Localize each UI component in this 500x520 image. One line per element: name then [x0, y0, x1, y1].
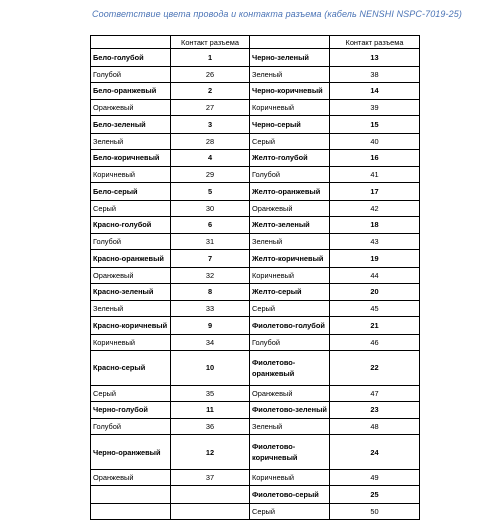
left-color-cell: Красно-зеленый — [91, 283, 171, 301]
table-row — [91, 49, 420, 67]
right-contact-cell: 13 — [330, 49, 420, 67]
right-color-cell: Оранжевый — [250, 200, 330, 216]
left-color-cell: Бело-коричневый — [91, 149, 171, 167]
table-row — [91, 385, 420, 401]
right-color-cell: Голубой — [250, 167, 330, 183]
table-row — [91, 317, 420, 335]
table-row — [91, 401, 420, 419]
left-contact-cell: 29 — [171, 167, 250, 183]
left-contact-cell: 3 — [171, 116, 250, 134]
right-contact-cell: 44 — [330, 267, 420, 283]
table-row — [91, 250, 420, 268]
right-contact-cell: 39 — [330, 100, 420, 116]
table-row — [91, 100, 420, 116]
right-color-cell: Черно-серый — [250, 116, 330, 134]
header-right-color — [250, 36, 330, 49]
right-color-cell: Фиолетово-коричневый — [250, 435, 330, 470]
right-contact-cell: 24 — [330, 435, 420, 470]
wire-contact-table — [90, 35, 420, 520]
left-color-cell: Бело-голубой — [91, 49, 171, 67]
left-color-cell: Оранжевый — [91, 470, 171, 486]
left-contact-cell: 5 — [171, 183, 250, 201]
left-contact-cell: 31 — [171, 234, 250, 250]
table-row — [91, 301, 420, 317]
table-row — [91, 200, 420, 216]
table-row — [91, 234, 420, 250]
left-contact-cell: 26 — [171, 66, 250, 82]
left-color-cell: Оранжевый — [91, 267, 171, 283]
right-color-cell: Черно-зеленый — [250, 49, 330, 67]
left-color-cell: Зеленый — [91, 301, 171, 317]
right-contact-cell: 47 — [330, 385, 420, 401]
left-color-cell: Голубой — [91, 419, 171, 435]
left-contact-cell: 10 — [171, 350, 250, 385]
left-contact-cell: 30 — [171, 200, 250, 216]
right-color-cell: Оранжевый — [250, 385, 330, 401]
header-right-contact: Контакт разъема — [330, 36, 420, 49]
right-contact-cell: 16 — [330, 149, 420, 167]
left-contact-cell — [171, 503, 250, 519]
left-color-cell: Серый — [91, 385, 171, 401]
table-row — [91, 470, 420, 486]
left-color-cell: Бело-серый — [91, 183, 171, 201]
table-row — [91, 350, 420, 385]
left-color-cell: Красно-голубой — [91, 216, 171, 234]
table-body — [91, 49, 420, 520]
left-color-cell: Коричневый — [91, 167, 171, 183]
header-left-color — [91, 36, 171, 49]
table-row — [91, 503, 420, 519]
right-contact-cell: 17 — [330, 183, 420, 201]
left-color-cell: Красно-коричневый — [91, 317, 171, 335]
right-contact-cell: 42 — [330, 200, 420, 216]
left-contact-cell: 2 — [171, 82, 250, 100]
right-contact-cell: 50 — [330, 503, 420, 519]
table-row — [91, 419, 420, 435]
right-color-cell: Желто-зеленый — [250, 216, 330, 234]
right-contact-cell: 46 — [330, 334, 420, 350]
right-contact-cell: 25 — [330, 486, 420, 504]
right-contact-cell: 19 — [330, 250, 420, 268]
right-contact-cell: 45 — [330, 301, 420, 317]
left-contact-cell: 11 — [171, 401, 250, 419]
table-row — [91, 486, 420, 504]
left-color-cell: Бело-оранжевый — [91, 82, 171, 100]
page-title: Соответствие цвета провода и контакта разъема (кабель NENSHI NSPC-7019-25) — [92, 9, 462, 19]
left-contact-cell: 34 — [171, 334, 250, 350]
left-color-cell — [91, 486, 171, 504]
right-color-cell: Желто-голубой — [250, 149, 330, 167]
left-color-cell — [91, 503, 171, 519]
right-color-cell: Коричневый — [250, 267, 330, 283]
table-row — [91, 133, 420, 149]
left-contact-cell: 7 — [171, 250, 250, 268]
right-contact-cell: 48 — [330, 419, 420, 435]
table-header-row — [91, 36, 420, 49]
table-row — [91, 183, 420, 201]
right-contact-cell: 43 — [330, 234, 420, 250]
table-row — [91, 283, 420, 301]
table-row — [91, 334, 420, 350]
right-contact-cell: 40 — [330, 133, 420, 149]
right-contact-cell: 38 — [330, 66, 420, 82]
table-row — [91, 435, 420, 470]
left-contact-cell: 35 — [171, 385, 250, 401]
left-contact-cell: 32 — [171, 267, 250, 283]
left-color-cell: Красно-серый — [91, 350, 171, 385]
left-color-cell: Голубой — [91, 234, 171, 250]
left-color-cell: Бело-зеленый — [91, 116, 171, 134]
table-row — [91, 216, 420, 234]
right-contact-cell: 41 — [330, 167, 420, 183]
right-color-cell: Желто-коричневый — [250, 250, 330, 268]
left-contact-cell — [171, 486, 250, 504]
left-contact-cell: 9 — [171, 317, 250, 335]
left-contact-cell: 1 — [171, 49, 250, 67]
right-contact-cell: 49 — [330, 470, 420, 486]
left-color-cell: Черно-оранжевый — [91, 435, 171, 470]
right-color-cell: Зеленый — [250, 419, 330, 435]
left-contact-cell: 12 — [171, 435, 250, 470]
table-row — [91, 149, 420, 167]
left-color-cell: Черно-голубой — [91, 401, 171, 419]
right-color-cell: Желто-оранжевый — [250, 183, 330, 201]
right-contact-cell: 18 — [330, 216, 420, 234]
right-contact-cell: 20 — [330, 283, 420, 301]
table-row — [91, 82, 420, 100]
left-color-cell: Серый — [91, 200, 171, 216]
right-color-cell: Фиолетово-голубой — [250, 317, 330, 335]
left-contact-cell: 4 — [171, 149, 250, 167]
left-color-cell: Коричневый — [91, 334, 171, 350]
right-color-cell: Коричневый — [250, 470, 330, 486]
left-color-cell: Красно-оранжевый — [91, 250, 171, 268]
right-color-cell: Серый — [250, 301, 330, 317]
header-left-contact: Контакт разъема — [171, 36, 250, 49]
left-contact-cell: 36 — [171, 419, 250, 435]
right-contact-cell: 15 — [330, 116, 420, 134]
left-contact-cell: 28 — [171, 133, 250, 149]
right-color-cell: Голубой — [250, 334, 330, 350]
table-row — [91, 116, 420, 134]
right-color-cell: Серый — [250, 503, 330, 519]
table-row — [91, 167, 420, 183]
right-contact-cell: 21 — [330, 317, 420, 335]
left-color-cell: Зеленый — [91, 133, 171, 149]
table-row — [91, 267, 420, 283]
right-color-cell: Фиолетово-серый — [250, 486, 330, 504]
left-contact-cell: 6 — [171, 216, 250, 234]
left-color-cell: Оранжевый — [91, 100, 171, 116]
left-contact-cell: 37 — [171, 470, 250, 486]
right-color-cell: Черно-коричневый — [250, 82, 330, 100]
right-color-cell: Желто-серый — [250, 283, 330, 301]
right-contact-cell: 14 — [330, 82, 420, 100]
right-contact-cell: 22 — [330, 350, 420, 385]
left-contact-cell: 27 — [171, 100, 250, 116]
left-color-cell: Голубой — [91, 66, 171, 82]
right-color-cell: Зеленый — [250, 66, 330, 82]
table-row — [91, 66, 420, 82]
left-contact-cell: 8 — [171, 283, 250, 301]
right-color-cell: Зеленый — [250, 234, 330, 250]
right-color-cell: Фиолетово-зеленый — [250, 401, 330, 419]
left-contact-cell: 33 — [171, 301, 250, 317]
right-contact-cell: 23 — [330, 401, 420, 419]
right-color-cell: Коричневый — [250, 100, 330, 116]
right-color-cell: Фиолетово-оранжевый — [250, 350, 330, 385]
right-color-cell: Серый — [250, 133, 330, 149]
